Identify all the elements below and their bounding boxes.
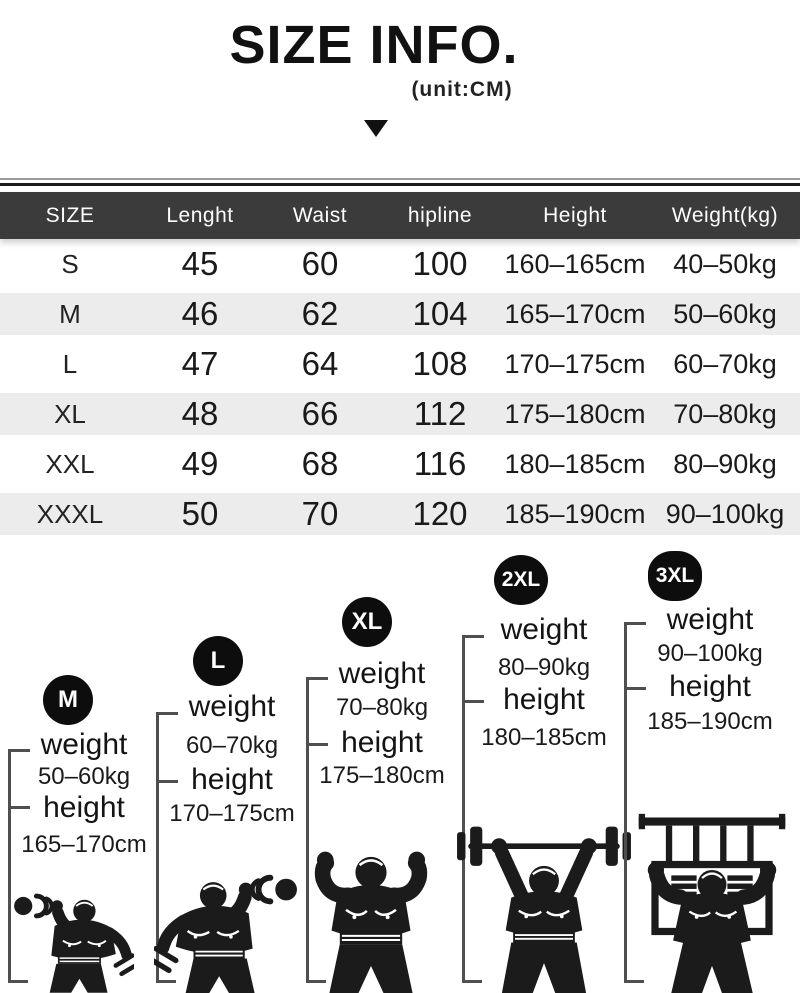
height-value: 165–170cm [21, 831, 147, 858]
bodybuilder-rack-machine-3xl-icon [626, 803, 798, 993]
header-cell-hipline: hipline [407, 203, 473, 227]
cell-size: M [59, 298, 81, 329]
cell-waist: 70 [301, 495, 339, 532]
size-badge-xl: XL [342, 597, 392, 647]
cell-weight: 40–50kg [673, 248, 777, 279]
size-badge-l: L [193, 636, 243, 686]
weight-value: 80–90kg [497, 654, 591, 681]
figure-column-2xl [455, 555, 615, 993]
cell-waist: 64 [301, 345, 339, 382]
cell-waist: 68 [301, 445, 339, 482]
size-badge-2xl: 2XL [494, 555, 548, 605]
bodybuilder-dumbbell-m-icon [10, 881, 134, 993]
cell-weight: 60–70kg [673, 348, 777, 379]
header-cell-height: Height [543, 203, 607, 227]
cell-size: S [61, 248, 79, 279]
cell-height: 165–170cm [504, 298, 646, 329]
cell-hipline: 100 [412, 245, 468, 282]
cell-waist: 66 [301, 395, 339, 432]
header-cell-waist: Waist [292, 203, 348, 227]
cell-length: 48 [181, 395, 219, 432]
table-row-xxl [0, 439, 800, 489]
cell-length: 45 [181, 245, 219, 282]
unit-note: (unit:CM) [411, 78, 513, 101]
cell-length: 50 [181, 495, 219, 532]
height-label: height [191, 763, 273, 796]
weight-label: weight [338, 657, 426, 690]
bracket-tick-weight [624, 622, 646, 625]
cell-hipline: 120 [412, 495, 468, 532]
cell-hipline: 104 [412, 295, 468, 332]
cell-length: 47 [181, 345, 219, 382]
height-value: 180–185cm [481, 724, 607, 751]
bracket-tick-weight [462, 635, 484, 638]
table-row-xl [0, 389, 800, 439]
weight-value: 50–60kg [37, 763, 131, 790]
height-value: 185–190cm [647, 708, 773, 735]
weight-label: weight [500, 613, 588, 646]
bodybuilder-barbell-press-2xl-icon [455, 806, 633, 993]
size-table [0, 192, 800, 539]
weight-value: 90–100kg [657, 640, 763, 667]
cell-weight: 80–90kg [673, 448, 777, 479]
bodybuilder-dumbbell-l-icon [154, 860, 302, 993]
table-row-l [0, 339, 800, 389]
weight-value: 60–70kg [185, 732, 279, 759]
cell-waist: 62 [301, 295, 339, 332]
cell-hipline: 116 [413, 445, 467, 482]
cell-height: 160–165cm [504, 248, 646, 279]
bracket-tick-weight [156, 712, 178, 715]
cell-size: XXL [45, 448, 95, 479]
bracket-tick-height [8, 806, 30, 809]
weight-label: weight [666, 603, 754, 636]
cell-size: XXXL [36, 498, 104, 529]
cell-height: 170–175cm [504, 348, 646, 379]
size-badge-3xl: 3XL [648, 551, 702, 601]
cell-height: 185–190cm [504, 498, 646, 529]
cell-hipline: 112 [413, 395, 467, 432]
cell-weight: 50–60kg [673, 298, 777, 329]
cell-height: 180–185cm [504, 448, 646, 479]
bracket-tick-weight [8, 749, 30, 752]
table-row-m [0, 289, 800, 339]
bracket-tick-height [156, 780, 178, 783]
bracket-tick-height [462, 700, 484, 703]
height-label: height [503, 683, 585, 716]
bracket-tick-height [624, 687, 646, 690]
cell-length: 46 [181, 295, 219, 332]
header-cell-size: SIZE [45, 203, 95, 227]
cell-weight: 70–80kg [673, 398, 777, 429]
header-cell-length: Lenght [166, 203, 234, 227]
bracket-tick-height [306, 743, 328, 746]
height-label: height [43, 791, 125, 824]
weight-value: 70–80kg [335, 694, 429, 721]
cell-length: 49 [181, 445, 219, 482]
cell-size: XL [54, 398, 86, 429]
weight-label: weight [40, 728, 128, 761]
figure-column-3xl [616, 551, 786, 993]
header-cell-weight: Weight(kg) [671, 203, 779, 227]
cell-waist: 60 [301, 245, 339, 282]
cell-size: L [62, 348, 78, 379]
divider-rule-thick [0, 183, 800, 186]
height-label: height [669, 670, 751, 703]
cell-hipline: 108 [412, 345, 468, 382]
height-label: height [341, 726, 423, 759]
table-header-row [0, 192, 800, 239]
bracket-tick-weight [306, 677, 328, 680]
height-value: 175–180cm [319, 762, 445, 789]
size-badge-m: M [43, 675, 93, 725]
figure-column-m [0, 675, 150, 993]
bodybuilder-flex-xl-icon [298, 835, 444, 993]
figure-column-xl [298, 597, 448, 993]
cell-weight: 90–100kg [665, 498, 785, 529]
cell-height: 175–180cm [504, 398, 646, 429]
weight-label: weight [188, 690, 276, 723]
down-triangle-icon [364, 120, 388, 137]
height-value: 170–175cm [169, 800, 295, 827]
page-title: SIZE INFO. [229, 15, 519, 75]
table-row-s [0, 239, 800, 289]
table-row-xxxl [0, 489, 800, 539]
figure-column-l [148, 636, 298, 993]
divider-rule-thin [0, 178, 800, 180]
